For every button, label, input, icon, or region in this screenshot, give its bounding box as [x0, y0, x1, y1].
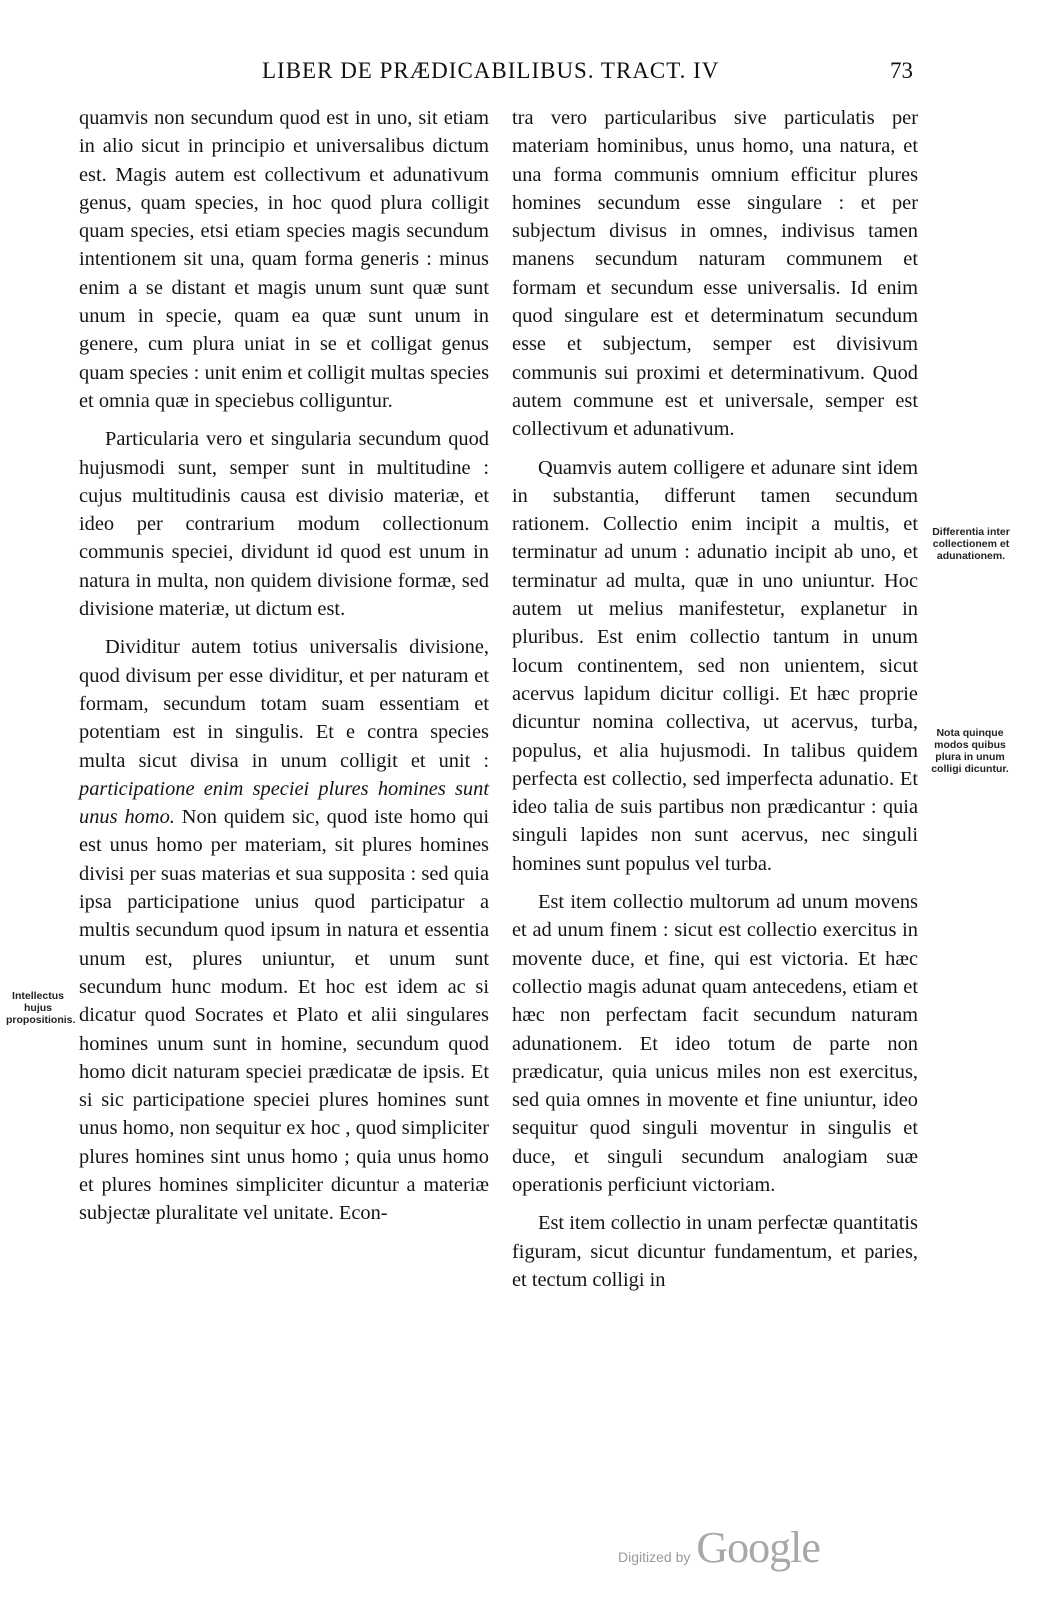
- right-column: [512, 104, 918, 1294]
- right-paragraph-4: Est item collectio in unam perfectæ quantitatis figuram, sicut dicuntur fundamentum, et paries, et tectum colligi in: [512, 1212, 918, 1291]
- left-paragraph-3-part-a: Dividitur autem totius universalis divisione, quod divisum per esse dividitur, et per naturam et formam, secundum totam suam essentiam et potentiam est in singulis. Et e contra species multa sicut divisa in unum colligit et unit :: [79, 636, 489, 772]
- running-title: LIBER DE PRÆDICABILIBUS. TRACT. IV: [262, 58, 720, 83]
- right-paragraph-1: tra vero particularibus sive particulatis per materiam hominibus, unus homo, una natura, et una forma communis omnium efficitur plures homines secundum esse singulare : et per subjectum divisus in omnes, indivisus tamen manens secundum naturam communem et formam et secundum esse universalis. Id enim quod singulare est et determinatum secundum esse et subjectum, semper est divisivum communis sui proximi et determinativum. Quod autem commune est et universale, semper est collectivum et adunativum.: [512, 107, 918, 441]
- right-paragraph-2: Quamvis autem colligere et adunare sint idem in substantia, differunt tamen secundum rationem. Collectio enim incipit a multis, et terminatur ad unum : adunatio incipit ab uno, et terminatur ad multa, quæ in uno uniuntur. Hoc autem ut melius manifestetur, explanetur in pluribus. Est enim collectio tantum in unum locum continentem, sed non unientem, sicut acervus lapidum dicitur colligi. Et hæc proprie dicuntur nomina collectiva, ut acervus, turba, populus, et alia hujusmodi. In talibus quidem perfecta est collectio, sed imperfecta adunatio. Et ideo talia de suis partibus non prædicantur : quia singuli lapides non sunt acervus, nec singuli homines sunt populus vel turba.: [512, 456, 918, 875]
- page-number: 73: [890, 58, 913, 83]
- digitized-by-label: Digitized by: [618, 1549, 691, 1565]
- left-paragraph-3-italic: participatione enim speciei plures homines sunt unus homo.: [79, 777, 489, 829]
- google-logo: Google: [696, 1523, 820, 1572]
- left-paragraph-3: [79, 633, 489, 1227]
- margin-note-intellectus: Intellectus hujus propositionis.: [6, 990, 76, 1026]
- left-paragraph-1: quamvis non secundum quod est in uno, sit etiam in alio sicut in principio et universalibus dictum est. Magis autem est collectivum et adunativum genus, quam species, in hoc quod plura colligit quam species, etsi etiam species magis secundum intentionem sit una, quam forma generis : minus enim a se distant et magis unum sunt quæ sunt unum in specie, quam ea quæ sunt unum in genere, cum plura uniat in se et colligat genus quam species : unit enim et colligit multas species et omnia quæ in speciebus colliguntur.: [79, 107, 489, 412]
- margin-note-differentia: Differentia inter collectionem et adunationem.: [932, 526, 1010, 562]
- margin-note-quinque-modos: Nota quinque modos quibus plura in unum colligi dicuntur.: [931, 727, 1009, 775]
- left-paragraph-2: Particularia vero et singularia secundum quod hujusmodi sunt, semper sunt in multitudine : cujus multitudinis causa est divisio materiæ, et ideo per contrarium modum collectionum communis speciei, dividunt id quod est unum in natura in multa, non quidem divisione formæ, sed divisione materiæ, ut dictum est.: [79, 428, 489, 621]
- left-paragraph-3-part-b: Non quidem sic, quod iste homo qui est unus homo per materiam, sit plures homines divisi per suas materias et sua supposita : sed quia ipsa participatione unius quod participatur a multis secundum quod ipsum in natura et essentia unum est, plures uniuntur, et unum sunt secundum hunc modum. Et hoc est idem ac si dicatur quod Socrates et Plato et alii singulares homines unum sunt in homine, secundum quod homo dicit naturam speciei prædicatæ de ipsis. Et si sic participatione speciei plures homines sunt unus homo, non sequitur ex hoc , quod simpliciter plures homines sint unus homo ; quia unus homo et plures homines simpliciter dicuntur a materiæ subjectæ pluralitate vel unitate. Econ-: [79, 806, 490, 1225]
- right-paragraph-3: Est item collectio multorum ad unum movens et ad unum finem : sicut est collectio exercitus in movente duce, et fine, qui est victoria. Et hæc collectio magis adunat quam antecedens, etiam et hæc non perfectam facit secundum naturam adunationem. Et ideo totum de parte non prædicatur, quia unicus miles non est exercitus, sed quia omnes in movente et fine uniuntur, ideo sequitur quod singuli moventur in singulis et duce, et singuli secundum analogiam suæ operationis perficiunt victoriam.: [512, 891, 918, 1196]
- digitized-watermark: [618, 1522, 820, 1573]
- left-column: [79, 104, 489, 1228]
